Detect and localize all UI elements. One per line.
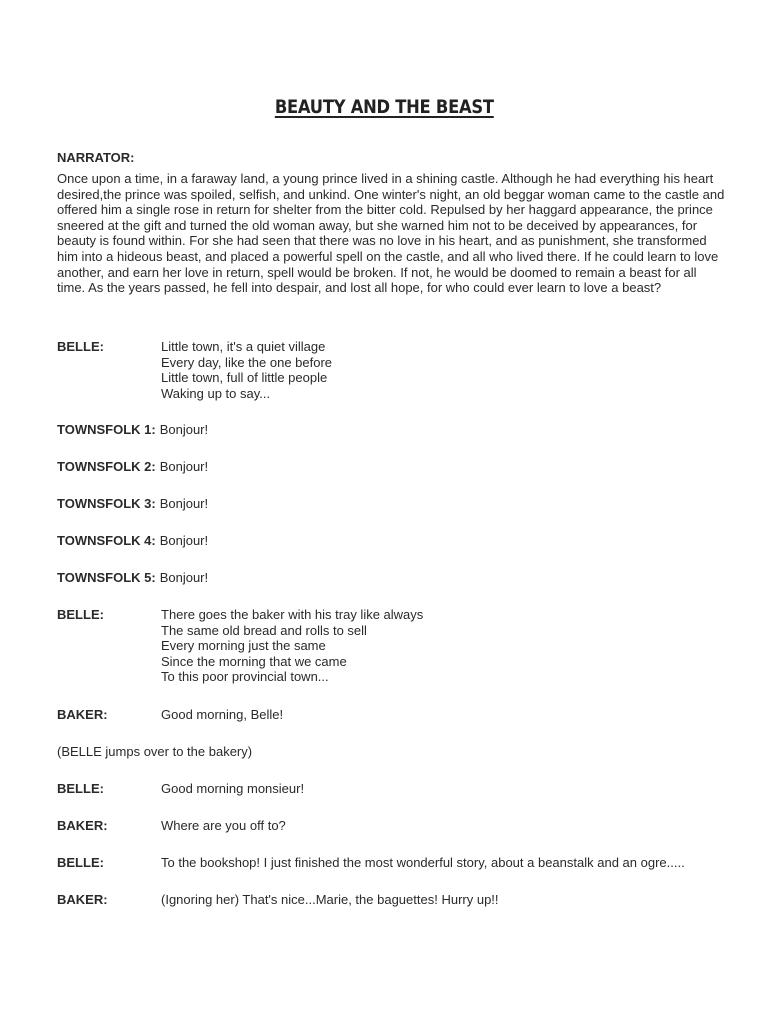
lyric-lines bbox=[161, 339, 737, 401]
dialogue-townsfolk-2 bbox=[57, 459, 737, 475]
speaker-label: BAKER: bbox=[57, 707, 108, 722]
dialogue-text: Bonjour! bbox=[159, 459, 209, 474]
speaker-label: TOWNSFOLK 2: bbox=[57, 459, 156, 474]
dialogue-lines bbox=[161, 781, 737, 797]
lyric-line: Every morning just the same bbox=[161, 638, 326, 653]
narrator-speaker-label: NARRATOR: bbox=[57, 150, 135, 165]
lyric-line: The same old bread and rolls to sell bbox=[161, 622, 367, 638]
dialogue-lines bbox=[161, 892, 737, 908]
dialogue-text: Bonjour! bbox=[159, 570, 209, 585]
dialogue-text: Bonjour! bbox=[159, 496, 209, 511]
speaker-label: BAKER: bbox=[57, 818, 108, 833]
lyric-line: There goes the baker with his tray like always bbox=[161, 607, 424, 622]
dialogue-line: Good morning, Belle! bbox=[161, 707, 284, 722]
lyric-line: Waking up to say... bbox=[161, 385, 271, 401]
dialogue-townsfolk-4 bbox=[57, 533, 737, 549]
dialogue-text: Bonjour! bbox=[159, 422, 209, 437]
speaker-label: BAKER: bbox=[57, 892, 108, 907]
dialogue-townsfolk-3 bbox=[57, 496, 737, 512]
lyric-line: Little town, full of little people bbox=[161, 370, 328, 385]
dialogue-line: Good morning monsieur! bbox=[161, 781, 305, 796]
speaker-label: TOWNSFOLK 3: bbox=[57, 496, 156, 511]
dialogue-line: Where are you off to? bbox=[161, 818, 286, 833]
dialogue-line: (Ignoring her) That's nice...Marie, the baguettes! Hurry up!! bbox=[161, 892, 499, 907]
dialogue-townsfolk-5 bbox=[57, 570, 737, 586]
lyric-line: To this poor provincial town... bbox=[161, 669, 329, 684]
speaker-label: BELLE: bbox=[57, 781, 104, 796]
speaker-label: BELLE: bbox=[57, 855, 104, 870]
narrator-paragraph: Once upon a time, in a faraway land, a young prince lived in a shining castle. Although he had everything his heart desired,the prince was spoiled, selfish, and unkind. One winter's night, an old beggar woman came to the castle and offered him a single rose in return for shelter from the bitter cold. Repulsed by her haggard appearance, the prince sneered at the gift and turned the old woman away, but she warned him not to be deceived by appearances, for beauty is found within. For she had seen that there was no love in his heart, and as punishment, she transformed him into a hideous beast, and placed a powerful spell on the castle, and all who lived there. If he could learn to love another, and earn her love in return, spell would be broken. If not, he would be doomed to remain a beast for all time. As the years passed, he fell into despair, and lost all hope, for who could ever learn to love a beast? bbox=[57, 171, 725, 296]
speaker-label: BELLE: bbox=[57, 607, 104, 622]
document-title: BEAUTY AND THE BEAST bbox=[274, 96, 494, 118]
lyric-line: Every day, like the one before bbox=[161, 354, 333, 370]
lyric-line: Little town, it's a quiet village bbox=[161, 339, 326, 354]
speaker-label: TOWNSFOLK 1: bbox=[57, 422, 156, 437]
dialogue-line: To the bookshop! I just finished the most wonderful story, about a beanstalk and an ogre..... bbox=[161, 855, 685, 870]
stage-direction: (BELLE jumps over to the bakery) bbox=[57, 744, 253, 759]
dialogue-text: Bonjour! bbox=[159, 533, 209, 548]
dialogue-lines bbox=[161, 707, 737, 723]
lyric-lines bbox=[161, 607, 737, 685]
dialogue-lines bbox=[161, 855, 737, 871]
dialogue-townsfolk-1 bbox=[57, 422, 737, 438]
dialogue-lines bbox=[161, 818, 737, 834]
speaker-label: TOWNSFOLK 4: bbox=[57, 533, 156, 548]
lyric-line: Since the morning that we came bbox=[161, 653, 347, 669]
speaker-label: BELLE: bbox=[57, 339, 104, 354]
speaker-label: TOWNSFOLK 5: bbox=[57, 570, 156, 585]
